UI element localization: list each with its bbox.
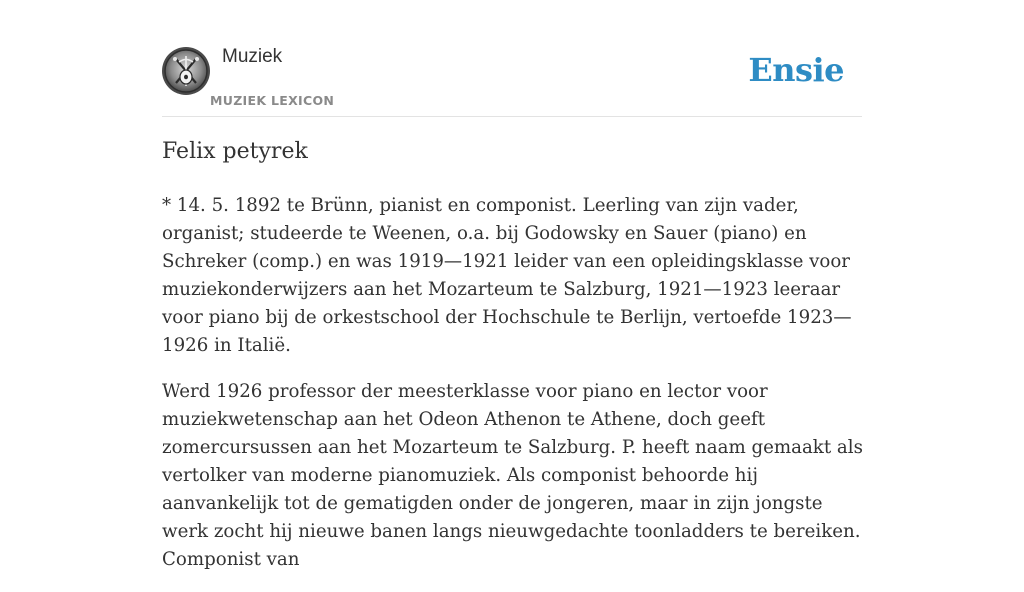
site-name[interactable]: Muziek xyxy=(222,46,283,67)
site-subtitle[interactable]: MUZIEK LEXICON xyxy=(210,93,335,108)
article-paragraph: * 14. 5. 1892 te Brünn, pianist en componist. Leerling van zijn vader, organist; studeerde te Weenen, o.a. bij Godowsky en Sauer (piano) en Schreker (comp.) en was 1919—1921 leider van een opleidingsklasse voor muziekonderwijzers aan het Mozarteum te Salzburg, 1921—1923 leeraar voor piano bij de orkestschool der Hochschule te Berlijn, vertoefde 1923—1926 in Italië. xyxy=(162,195,852,356)
article-body xyxy=(162,192,867,592)
music-instruments-emblem-icon[interactable] xyxy=(162,47,210,95)
article-paragraph: Werd 1926 professor der meesterklasse voor piano en lector voor muziekwetenschap aan het Odeon Athenon te Athene, doch geeft zomercursussen aan het Mozarteum te Salzburg. P. heeft naam gemaakt als vertolker van moderne pianomuziek. Als componist behoorde hij aanvankelijk tot de gematigden onder de jongeren, maar in zijn jongste werk zocht hij nieuwe banen langs nieuwgedachte toonladders te bereiken. Componist van xyxy=(162,381,863,570)
article-title: Felix petyrek xyxy=(162,139,308,164)
brand-logo[interactable]: Ensie xyxy=(748,51,844,89)
site-header xyxy=(162,44,862,117)
